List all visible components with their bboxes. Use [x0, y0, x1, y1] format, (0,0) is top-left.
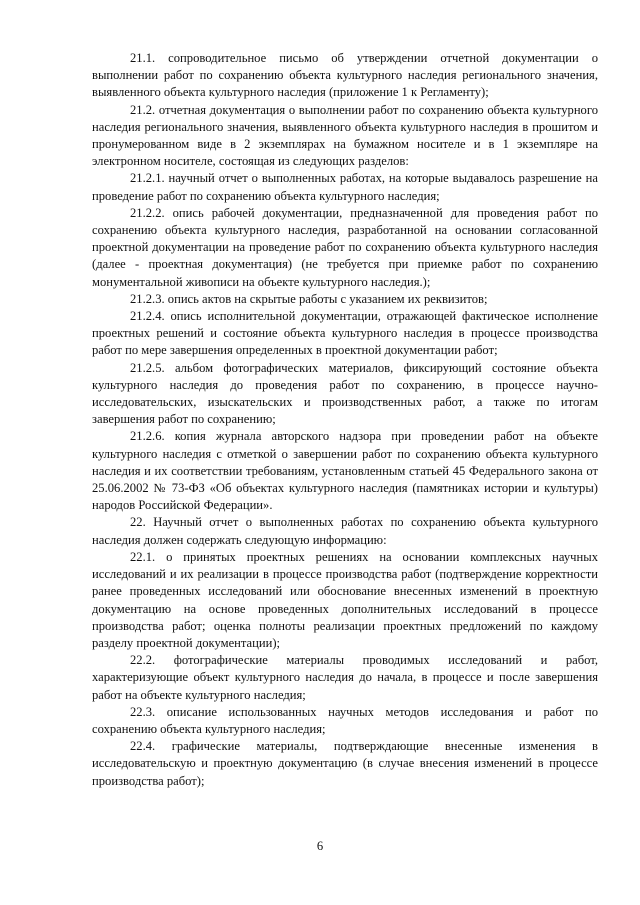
paragraph-21-1: 21.1. сопроводительное письмо об утверждении отчетной документации о выполнении работ по сохранению объекта культурного наследия регионального значения, выявленного объекта культурного наследия (приложение 1 к Регламенту);: [92, 51, 598, 100]
paragraph-21-2-5: 21.2.5. альбом фотографических материалов, фиксирующий состояние объекта культурного наследия до проведения работ по сохранению, в процессе научно-исследовательских, изыскательских и производственных работ, а также по итогам завершения работ по сохранению;: [92, 360, 598, 427]
paragraph-22-3: 22.3. описание использованных научных методов исследования и работ по сохранению объекта культурного наследия;: [92, 704, 598, 736]
paragraph-21-2-1: 21.2.1. научный отчет о выполненных работах, на которые выдавалось разрешение на проведение работ по сохранению объекта культурного наследия;: [92, 171, 598, 203]
paragraph-22-4: 22.4. графические материалы, подтверждающие внесенные изменения в исследовательскую и проектную документацию (в случае внесения изменений в процессе производства работ);: [92, 739, 598, 788]
paragraph-21-2-6: 21.2.6. копия журнала авторского надзора при проведении работ на объекте культурного наследия с отметкой о завершении работ по сохранению объекта культурного наследия и их соответствии требованиям, установленным статьей 45 Федерального закона от 25.06.2002 № 73-ФЗ «Об объектах культурного наследия (памятниках истории и культуры) народов Российской Федерации».: [92, 429, 598, 513]
paragraph-21-2-4: 21.2.4. опись исполнительной документации, отражающей фактическое исполнение проектных решений и состояние объекта культурного наследия в процессе производства работ по мере завершения определенных в проектной документации работ;: [92, 309, 598, 358]
paragraph-21-2: 21.2. отчетная документация о выполнении работ по сохранению объекта культурного наследия регионального значения, выявленного объекта культурного наследия в прошитом и пронумерованном виде в 2 экземплярах на бумажном носителе и в 1 экземпляре на электронном носителе, состоящая из следующих разделов:: [92, 102, 598, 169]
paragraph-22: 22. Научный отчет о выполненных работах по сохранению объекта культурного наследия должен содержать следующую информацию:: [92, 515, 598, 547]
paragraph-22-2: 22.2. фотографические материалы проводимых исследований и работ, характеризующие объект культурного наследия до начала, в процессе и после завершения работ на объекте культурного наследия;: [92, 653, 598, 702]
paragraph-21-2-3: 21.2.3. опись актов на скрытые работы с указанием их реквизитов;: [130, 291, 488, 306]
document-page: [92, 50, 598, 790]
paragraph-22-1: 22.1. о принятых проектных решениях на основании комплексных научных исследований и их реализации в процессе производства работ (подтверждение корректности ранее проведенных исследований или обоснование внесенных изменений в проектную документацию на основе проведенных дополнительных исследований в процессе производства работ; оценка полноты реализации проектных предложений по каждому разделу проектной документации);: [92, 549, 598, 650]
paragraph-21-2-2: 21.2.2. опись рабочей документации, предназначенной для проведения работ по сохранению объекта культурного наследия, разработанной на основании согласованной проектной документации на проведение работ по сохранению объекта культурного наследия (далее - проектная документация) (не требуется при приемке работ по сохранению монументальной живописи на объекте культурного наследия.);: [92, 205, 598, 289]
page-number: 6: [316, 839, 324, 853]
